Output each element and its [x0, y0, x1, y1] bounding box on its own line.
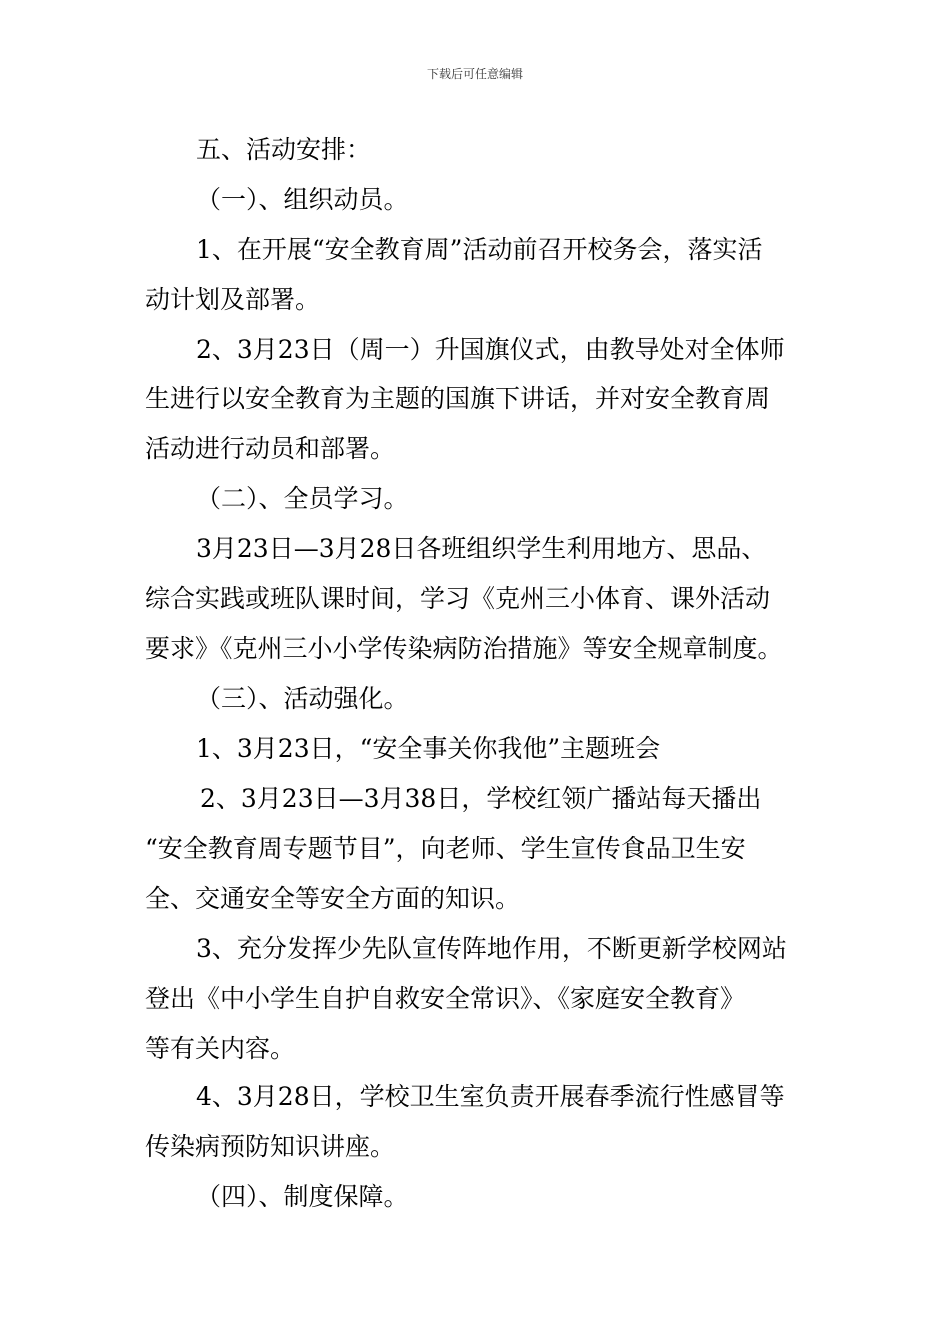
- paragraph-line: 4、3月28日，学校卫生室负责开展春季流行性感冒等: [196, 1082, 785, 1111]
- paragraph-line: “安全教育周专题节目”，向老师、学生宣传食品卫生安: [145, 834, 746, 863]
- paragraph-line: 1、在开展“安全教育周”活动前召开校务会，落实活: [196, 235, 763, 264]
- paragraph-line: 全、交通安全等安全方面的知识。: [145, 884, 521, 913]
- paragraph-line: 3、充分发挥少先队宣传阵地作用，不断更新学校网站: [196, 934, 787, 963]
- paragraph-line: 传染病预防知识讲座。: [145, 1132, 396, 1161]
- subsection-heading: （三）、活动强化。: [196, 684, 409, 713]
- subsection-heading: （一）、组织动员。: [196, 185, 409, 214]
- paragraph-line: 2、3月23日—3月38日，学校红领广播站每天播出: [200, 784, 762, 813]
- subsection-heading: （二）、全员学习。: [196, 484, 409, 513]
- subsection-heading: （四）、制度保障。: [196, 1182, 409, 1211]
- paragraph-line: 活动进行动员和部署。: [145, 434, 396, 463]
- paragraph-line: 3月23日—3月28日各班组织学生利用地方、思品、: [196, 534, 767, 563]
- paragraph-line: 等有关内容。: [145, 1034, 296, 1063]
- paragraph-line: 2、3月23日（周一）升国旗仪式，由教导处对全体师: [196, 335, 785, 364]
- paragraph-line: 登出《中小学生自护自救安全常识》、《家庭安全教育》: [145, 984, 746, 1013]
- page-header: 下载后可任意编辑: [426, 67, 523, 81]
- section-heading: 五、活动安排：: [196, 135, 372, 164]
- paragraph-line: 1、3月23日，“安全事关你我他”主题班会: [196, 734, 661, 763]
- paragraph-line: 要求》《克州三小小学传染病防治措施》等安全规章制度。: [145, 634, 783, 663]
- paragraph-line: 动计划及部署。: [145, 285, 321, 314]
- paragraph-line: 综合实践或班队课时间，学习《克州三小体育、课外活动: [145, 584, 771, 613]
- paragraph-line: 生进行以安全教育为主题的国旗下讲话，并对安全教育周: [145, 384, 771, 413]
